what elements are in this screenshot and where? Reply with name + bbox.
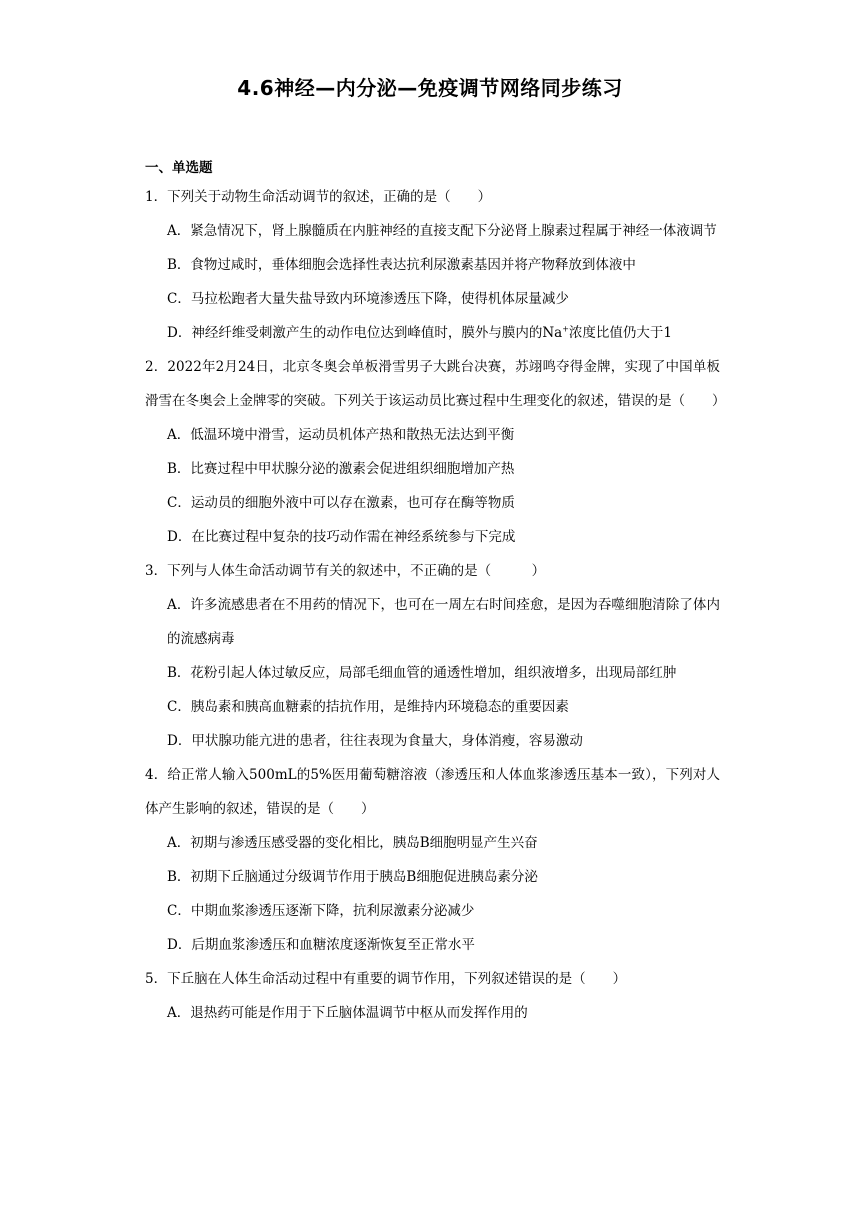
section-heading: 一、单选题 (145, 160, 213, 176)
option-a: A．低温环境中滑雪，运动员机体产热和散热无法达到平衡 (167, 427, 515, 443)
question-5 (145, 962, 720, 1030)
option-d-text-end: 浓度比值仍大于1 (568, 325, 672, 341)
question-stem: 4．给正常人输入500mL的5%医用葡萄糖溶液（渗透压和人体血浆渗透压基本一致），下列对人体产生影响的叙述，错误的是（ ） (145, 767, 720, 817)
option-a: A．初期与渗透压感受器的变化相比，胰岛B细胞明显产生兴奋 (167, 835, 538, 851)
option-d: D．后期血浆渗透压和血糖浓度逐渐恢复至正常水平 (167, 937, 475, 953)
question-stem: 2．2022年2月24日，北京冬奥会单板滑雪男子大跳台决赛，苏翊鸣夺得金牌，实现了中国单板滑雪在冬奥会上金牌零的突破。下列关于该运动员比赛过程中生理变化的叙述，错误的是（ ） (145, 359, 726, 409)
option-a: A．许多流感患者在不用药的情况下，也可在一周左右时间痊愈，是因为吞噬细胞清除了体内的流感病毒 (167, 597, 720, 647)
option-d-text: D．神经纤维受刺激产生的动作电位达到峰值时，膜外与膜内的Na (167, 325, 563, 341)
option-a: A．退热药可能是作用于下丘脑体温调节中枢从而发挥作用的 (167, 1005, 528, 1021)
question-stem: 1．下列关于动物生命活动调节的叙述，正确的是（ ） (145, 189, 492, 205)
question-1 (145, 180, 720, 350)
option-d (145, 316, 720, 350)
option-b: B．比赛过程中甲状腺分泌的激素会促进组织细胞增加产热 (167, 461, 515, 477)
question-4 (145, 758, 720, 962)
question-list (145, 180, 726, 1030)
option-c: C．中期血浆渗透压逐渐下降，抗利尿激素分泌减少 (167, 903, 475, 919)
question-2 (145, 350, 726, 554)
question-stem: 3．下列与人体生命活动调节有关的叙述中，不正确的是（ ） (145, 563, 546, 579)
option-c: C．马拉松跑者大量失盐导致内环境渗透压下降，使得机体尿量减少 (167, 291, 569, 307)
option-a: A．紧急情况下，肾上腺髓质在内脏神经的直接支配下分泌肾上腺素过程属于神经一体液调节 (167, 223, 717, 239)
option-c: C．胰岛素和胰高血糖素的拮抗作用，是维持内环境稳态的重要因素 (167, 699, 569, 715)
option-b: B．食物过咸时，垂体细胞会选择性表达抗利尿激素基因并将产物释放到体液中 (167, 257, 636, 273)
option-d: D．甲状腺功能亢进的患者，往往表现为食量大，身体消瘦，容易激动 (167, 733, 583, 749)
option-b: B．花粉引起人体过敏反应，局部毛细血管的通透性增加，组织液增多，出现局部红肿 (167, 665, 677, 681)
sodium-charge-superscript: + (562, 324, 569, 334)
question-3 (145, 554, 720, 758)
page-title: 4.6神经—内分泌—免疫调节网络同步练习 (237, 76, 623, 100)
option-c: C．运动员的细胞外液中可以存在激素，也可存在酶等物质 (167, 495, 515, 511)
question-stem: 5．下丘脑在人体生命活动过程中有重要的调节作用，下列叙述错误的是（ ） (145, 971, 627, 987)
option-b: B．初期下丘脑通过分级调节作用于胰岛B细胞促进胰岛素分泌 (167, 869, 538, 885)
option-d: D．在比赛过程中复杂的技巧动作需在神经系统参与下完成 (167, 529, 516, 545)
